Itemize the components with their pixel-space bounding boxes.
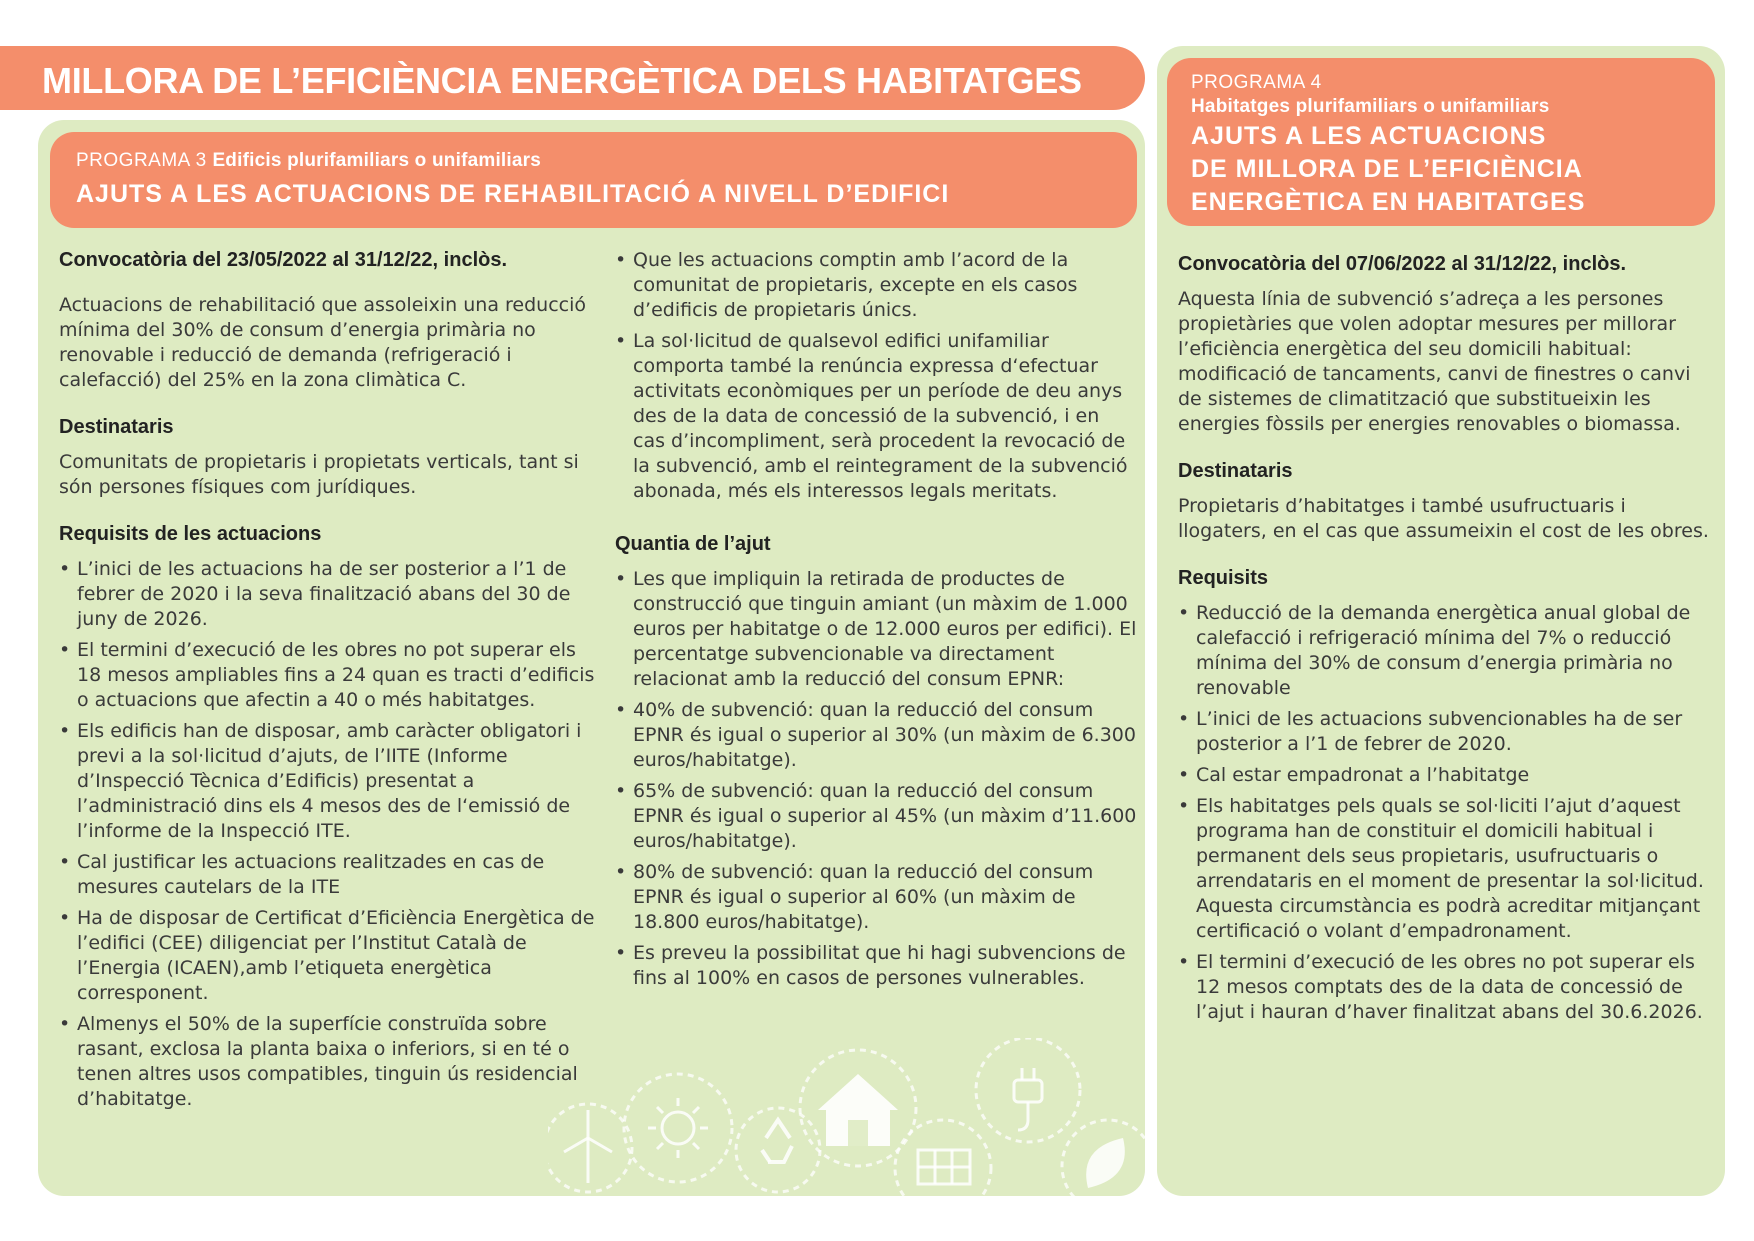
program4-panel xyxy=(1157,46,1725,1196)
program4-column xyxy=(1178,252,1710,1031)
list-item: • Ha de disposar de Certificat d’Eficiència Energètica de l’edifici (CEE) diligenciat per l’Institut Català de l’Energia (ICAEN),amb l’etiqueta energètica corresponent. xyxy=(59,906,604,1006)
program3-intro: Actuacions de rehabilitació que assoleixin una reducció mínima del 30% de consum d’energia primària no renovable i reducció de demanda (refrigeració i calefacció) del 25% en la zona climàtica C. xyxy=(59,294,587,391)
list-item: • Es preveu la possibilitat que hi hagi subvencions de fins al 100% en casos de persones vulnerables. xyxy=(615,941,1137,991)
program3-header xyxy=(50,132,1137,228)
program3-quantia-heading: Quantia de l’ajut xyxy=(615,533,771,555)
list-item: • Les que impliquin la retirada de productes de construcció que tinguin amiant (un màxim de 1.000 euros per habitatge o de 12.000 euros per edifici). El percentatge subvencionable va directament relacionat amb la reducció del consum EPNR: xyxy=(615,567,1137,692)
program3-destinataris-heading: Destinataris xyxy=(59,416,174,438)
program3-label-line xyxy=(76,150,541,172)
program4-title-line: ENERGÈTICA EN HABITATGES xyxy=(1191,188,1586,216)
list-item: • Cal justificar les actuacions realitzades en cas de mesures cautelars de la ITE xyxy=(59,850,604,900)
program4-destinataris-heading: Destinataris xyxy=(1178,460,1293,482)
list-item: • Cal estar empadronat a l’habitatge xyxy=(1178,763,1710,788)
leaf-icon xyxy=(1086,1138,1125,1188)
main-title: MILLORA DE L’EFICIÈNCIA ENERGÈTICA DELS HABITATGES xyxy=(42,60,1082,101)
program4-subtitle: Habitatges plurifamiliars o unifamiliars xyxy=(1191,96,1550,117)
program3-label: PROGRAMA 3 xyxy=(76,150,207,171)
program4-convocatoria: Convocatòria del 07/06/2022 al 31/12/22, inclòs. xyxy=(1178,253,1627,275)
program3-convocatoria: Convocatòria del 23/05/2022 al 31/12/22, inclòs. xyxy=(59,249,508,271)
program3-requisits-list xyxy=(59,557,604,1112)
program4-title xyxy=(1191,120,1585,219)
list-item: • El termini d’execució de les obres no pot superar els 12 mesos comptats des de la data de concessió de l’ajut i hauran d’haver finalitzat abans del 30.6.2026. xyxy=(1178,950,1710,1025)
program4-label: PROGRAMA 4 xyxy=(1191,72,1322,93)
energy-icons-decoration xyxy=(548,1038,1148,1196)
plug-icon xyxy=(1014,1068,1042,1130)
list-item: • El termini d’execució de les obres no pot superar els 18 mesos ampliables fins a 24 quan es tracti d’edificis o actuacions que afectin a 40 o més habitatges. xyxy=(59,638,604,713)
program3-requisits-cont-list xyxy=(615,248,1137,504)
program3-panel xyxy=(38,120,1145,1196)
program4-title-line: DE MILLORA DE L’EFICIÈNCIA xyxy=(1191,155,1583,183)
program3-subtitle: Edificis plurifamiliars o unifamiliars xyxy=(212,150,542,171)
list-item: • 40% de subvenció: quan la reducció del consum EPNR és igual o superior al 30% (un màxim de 6.300 euros/habitatge). xyxy=(615,698,1137,773)
program3-requisits-heading: Requisits de les actuacions xyxy=(59,523,322,545)
sun-icon xyxy=(648,1098,708,1158)
program3-destinataris-text: Comunitats de propietaris i propietats verticals, tant si són persones físiques com jurídiques. xyxy=(59,451,579,498)
program4-requisits-list xyxy=(1178,601,1710,1025)
list-item: • Reducció de la demanda energètica anual global de calefacció i refrigeració mínima del 7% o reducció mínima del 30% de consum d’energia primària no renovable xyxy=(1178,601,1710,701)
list-item: • La sol·licitud de qualsevol edifici unifamiliar comporta també la renúncia expressa d‘efectuar activitats econòmiques per un període de deu anys des de la data de concessió de la subvenció, i en cas d’incompliment, serà procedent la revocació de la subvenció, amb el reintegrament de la subvenció abonada, més els interessos legals meritats. xyxy=(615,329,1137,504)
list-item: • Els habitatges pels quals se sol·liciti l’ajut d’aquest programa han de constituir el domicili habitual i permanent dels seus propietaris, usufructuaris o arrendataris en el moment de presentar la sol·licitud. Aquesta circumstància es podrà acreditar mitjançant certificació o volant d’empadronament. xyxy=(1178,794,1710,944)
program3-column-right xyxy=(615,248,1137,997)
program4-title-line: AJUTS A LES ACTUACIONS xyxy=(1191,122,1547,150)
wind-turbine-icon xyxy=(564,1110,612,1183)
house-icon xyxy=(818,1074,898,1146)
list-item: • Que les actuacions comptin amb l’acord de la comunitat de propietaris, excepte en els casos d’edificis de propietaris únics. xyxy=(615,248,1137,323)
main-title-bar xyxy=(0,46,1145,110)
solar-panel-icon xyxy=(918,1150,970,1184)
program3-column-left xyxy=(59,248,604,1118)
list-item: • L’inici de les actuacions subvencionables ha de ser posterior a l’1 de febrer de 2020. xyxy=(1178,707,1710,757)
program3-title: AJUTS A LES ACTUACIONS DE REHABILITACIÓ A NIVELL D’EDIFICI xyxy=(76,180,950,208)
program4-header xyxy=(1167,58,1715,226)
program3-quantia-list xyxy=(615,567,1137,991)
program4-intro: Aquesta línia de subvenció s’adreça a les persones propietàries que volen adoptar mesures per millorar l’eficiència energètica del seu domicili habitual: modificació de tancaments, canvi de finestres o canvi de sistemes de climatització que substitueixin les energies fòssils per energies renovables o biomassa. xyxy=(1178,288,1691,435)
program4-destinataris-text: Propietaris d’habitatges i també usufructuaris i llogaters, en el cas que assumeixin el cost de les obres. xyxy=(1178,495,1709,542)
list-item: • L’inici de les actuacions ha de ser posterior a l’1 de febrer de 2020 i la seva finalització abans del 30 de juny de 2026. xyxy=(59,557,604,632)
list-item: • Almenys el 50% de la superfície construïda sobre rasant, exclosa la planta baixa o inferiors, si en té o tenen altres usos compatibles, tinguin ús residencial d’habitatge. xyxy=(59,1012,604,1112)
list-item: • Els edificis han de disposar, amb caràcter obligatori i previ a la sol·licitud d’ajuts, de l’IITE (Informe d’Inspecció Tècnica d’Edificis) presentat a l’administració dins els 4 mesos des de l‘emissió de l’informe de la Inspecció ITE. xyxy=(59,719,604,844)
list-item: • 65% de subvenció: quan la reducció del consum EPNR és igual o superior al 45% (un màxim d’11.600 euros/habitatge). xyxy=(615,779,1137,854)
program4-requisits-heading: Requisits xyxy=(1178,567,1269,589)
recycle-icon xyxy=(762,1120,792,1162)
list-item: • 80% de subvenció: quan la reducció del consum EPNR és igual o superior al 60% (un màxim de 18.800 euros/habitatge). xyxy=(615,860,1137,935)
